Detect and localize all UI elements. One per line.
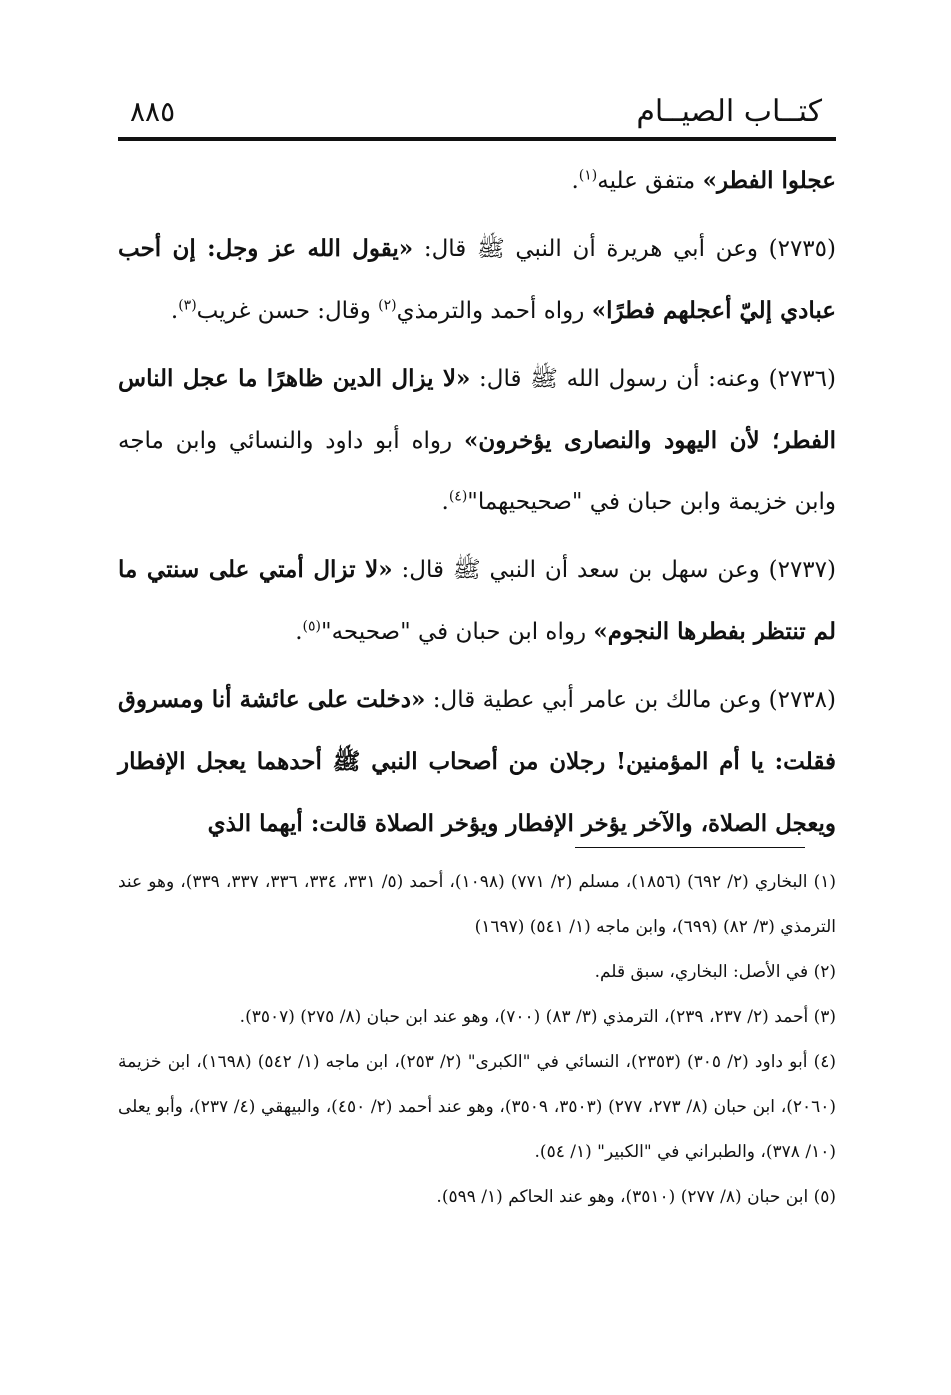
header-rule	[118, 137, 836, 141]
hadith-number: (٢٧٣٧)	[768, 557, 836, 583]
footnote-1: (١) البخاري (٢/ ٦٩٢) (١٨٥٦)، مسلم (٢/ ٧٧١) (١٠٩٨)، أحمد (٥/ ٣٣١، ٣٣٤، ٣٣٦، ٣٣٧، ٣٣٩)، وهو عند الترمذي (٣/ ٨٢) (٦٩٩)، وابن ماجه (١/ ٥٤١) (١٦٩٧)	[118, 872, 837, 937]
paragraph-continuation	[118, 150, 836, 212]
footnote-ref: (٢)	[378, 297, 397, 314]
period: .	[441, 489, 449, 515]
hadith-lead: وعن أبي هريرة أن النبي ﷺ قال:	[413, 236, 769, 262]
page-number: ٨٨٥	[130, 95, 176, 128]
footnote-2: (٢) في الأصل: البخاري، سبق قلم.	[594, 962, 836, 982]
footnote-separator	[575, 847, 805, 848]
attribution: متفق عليه	[597, 168, 703, 194]
hadith-2735	[118, 218, 836, 342]
period: .	[571, 168, 579, 194]
hadith-text: «لا تزال أمتي على سنتي ما لم تنتظر بفطرها النجوم»	[118, 556, 836, 645]
footnote-4: (٤) أبو داود (٢/ ٣٠٥) (٢٣٥٣)، النسائي في "الكبرى" (٢/ ٢٥٣)، ابن ماجه (١/ ٥٤٢) (١٦٩٨)، ابن خزيمة (٢٠٦٠)، ابن حبان (٨/ ٢٧٣، ٢٧٧) (٣٥٠٣، ٣٥٠٩)، وهو عند أحمد (٢/ ٤٥٠)، والبيهقي (٤/ ٢٣٧)، وأبو يعلى (١٠/ ٣٧٨)، والطبراني في "الكبير" (١/ ٥٤).	[118, 1052, 837, 1162]
hadith-text: «دخلت على عائشة أنا ومسروق فقلت: يا أم المؤمنين! رجلان من أصحاب النبي ﷺ أحدهما يعجل الإفطار ويعجل الصلاة، والآخر يؤخر الإفطار ويؤخر الصلاة قالت: أيهما الذي	[118, 686, 836, 837]
period: .	[295, 619, 303, 645]
attribution: رواه ابن حبان في "صحيحه"	[321, 619, 594, 645]
hadith-lead: وعنه: أن رسول الله ﷺ قال:	[470, 366, 769, 392]
footnote-ref: (٣)	[178, 297, 197, 314]
footnote-5: (٥) ابن حبان (٨/ ٢٧٧) (٣٥١٠)، وهو عند الحاكم (١/ ٥٩٩).	[436, 1187, 836, 1207]
hadith-number: (٢٧٣٦)	[768, 366, 836, 392]
attribution: رواه أبو داود والنسائي وابن ماجه وابن خزيمة وابن حبان في "صحيحيهما"	[118, 428, 836, 515]
hadith-number: (٢٧٣٥)	[768, 236, 836, 262]
main-text	[118, 150, 836, 861]
footnote-ref: (٤)	[448, 488, 468, 505]
hadith-lead: وعن مالك بن عامر أبي عطية قال:	[425, 687, 769, 713]
hadith-text: «لا يزال الدين ظاهرًا ما عجل الناس الفطر؛ لأن اليهود والنصارى يؤخرون»	[118, 365, 836, 454]
hadith-number: (٢٧٣٨)	[768, 687, 836, 713]
hadith-lead: وعن سهل بن سعد أن النبي ﷺ قال:	[392, 557, 769, 583]
chapter-title: كتــاب الصيــام	[636, 94, 822, 129]
running-header	[118, 92, 836, 136]
hadith-text: عجلوا الفطر»	[702, 167, 836, 194]
hadith-2736	[118, 348, 836, 533]
attribution-grade: وقال: حسن غريب	[196, 298, 379, 324]
period: .	[170, 298, 179, 324]
hadith-2738	[118, 669, 836, 855]
attribution: رواه أحمد والترمذي	[396, 298, 592, 324]
footnote-ref: (١)	[578, 167, 598, 184]
footnote-3: (٣) أحمد (٢/ ٢٣٧، ٢٣٩)، الترمذي (٣/ ٨٣) (٧٠٠)، وهو عند ابن حبان (٨/ ٢٧٥) (٣٥٠٧).	[239, 1007, 836, 1027]
footnotes	[118, 860, 836, 1220]
hadith-text: «يقول الله عز وجل: إن أحب عبادي إليّ أعجلهم فطرًا»	[118, 235, 836, 324]
footnote-ref: (٥)	[302, 618, 322, 635]
hadith-2737	[118, 539, 836, 663]
